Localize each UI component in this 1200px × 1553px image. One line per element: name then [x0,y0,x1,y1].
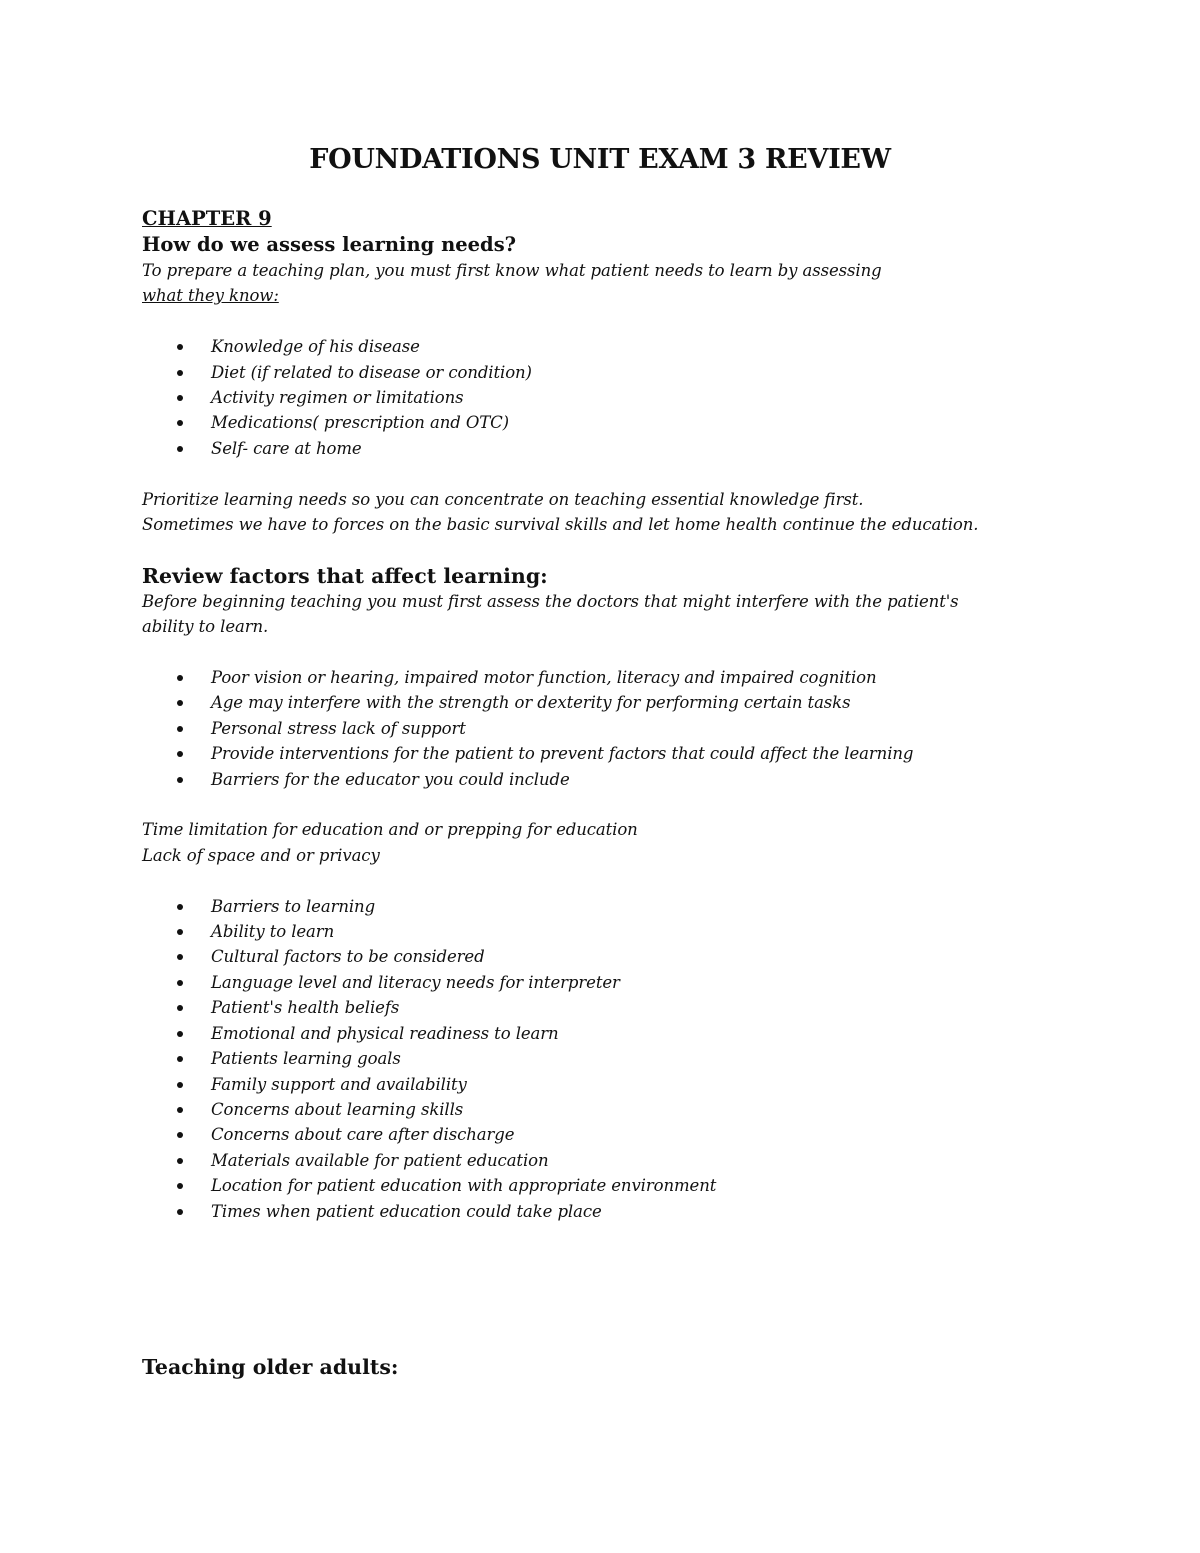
section2-intro-line2: ability to learn. [142,617,269,637]
section-heading-factors-affect-learning: Review factors that affect learning: [142,563,548,588]
list-item: Location for patient education with appropriate environment [142,1173,1062,1198]
list-item: Barriers to learning [142,894,1062,919]
bullet-icon [177,1107,183,1113]
document-title: FOUNDATIONS UNIT EXAM 3 REVIEW [309,144,891,175]
bullet-icon [177,420,183,426]
bullet-icon [177,1183,183,1189]
list-item: Poor vision or hearing, impaired motor function, literacy and impaired cognition [142,665,1062,690]
list-item: Age may interfere with the strength or dexterity for performing certain tasks [142,690,1062,715]
section1-intro-line1: To prepare a teaching plan, you must first know what patient needs to learn by assessing [142,261,882,280]
list-item: Ability to learn [142,919,1062,944]
list-item: Cultural factors to be considered [142,944,1062,969]
bullet-icon [177,675,183,681]
bullet-icon [177,344,183,350]
bullet-icon [177,929,183,935]
list-item: Barriers for the educator you could include [142,767,1062,792]
section2-barrier-list [142,894,1062,1224]
section2-note-line1: Time limitation for education and or prepping for education [142,820,638,840]
list-item: Language level and literacy needs for interpreter [142,970,1062,995]
list-item: Self- care at home [142,436,1062,461]
bullet-icon [177,1082,183,1088]
list-item: Provide interventions for the patient to prevent factors that could affect the learning [142,741,1062,766]
bullet-icon [177,1132,183,1138]
bullet-icon [177,700,183,706]
section2-intro-line1: Before beginning teaching you must first assess the doctors that might interfere with the patient's [142,591,959,611]
section-heading-teaching-older-adults: Teaching older adults: [142,1355,399,1379]
bullet-icon [177,777,183,783]
section1-note-line1: Prioritize learning needs so you can concentrate on teaching essential knowledge first. [142,489,864,509]
chapter-heading: CHAPTER 9 [142,207,272,230]
list-item: Knowledge of his disease [142,334,1062,359]
list-item: Patients learning goals [142,1046,1062,1071]
list-item: Patient's health beliefs [142,995,1062,1020]
bullet-icon [177,904,183,910]
list-item: Times when patient education could take place [142,1199,1062,1224]
bullet-icon [177,1031,183,1037]
section1-intro-underlined: what they know: [142,286,279,306]
bullet-icon [177,980,183,986]
list-item: Activity regimen or limitations [142,385,1062,410]
bullet-icon [177,726,183,732]
section2-bullet-list [142,665,1062,792]
list-item: Medications( prescription and OTC) [142,410,1062,435]
document-body [142,206,1062,1224]
bullet-icon [177,395,183,401]
bullet-icon [177,1056,183,1062]
section2-note-line2: Lack of space and or privacy [142,845,380,865]
list-item: Diet (if related to disease or condition) [142,360,1062,385]
list-item: Emotional and physical readiness to learn [142,1021,1062,1046]
list-item: Concerns about learning skills [142,1097,1062,1122]
bullet-icon [177,1005,183,1011]
bullet-icon [177,751,183,757]
section1-intro-line2 [142,283,1062,308]
bullet-icon [177,954,183,960]
section1-note-line2: Sometimes we have to forces on the basic survival skills and let home health continue the education. [142,515,979,535]
list-item: Concerns about care after discharge [142,1122,1062,1147]
section-heading-assess-learning-needs: How do we assess learning needs? [142,233,517,256]
bullet-icon [177,446,183,452]
bullet-icon [177,1209,183,1215]
list-item: Family support and availability [142,1072,1062,1097]
bullet-icon [177,370,183,376]
list-item: Materials available for patient education [142,1148,1062,1173]
bullet-icon [177,1158,183,1164]
section1-bullet-list [142,334,1062,461]
list-item: Personal stress lack of support [142,716,1062,741]
